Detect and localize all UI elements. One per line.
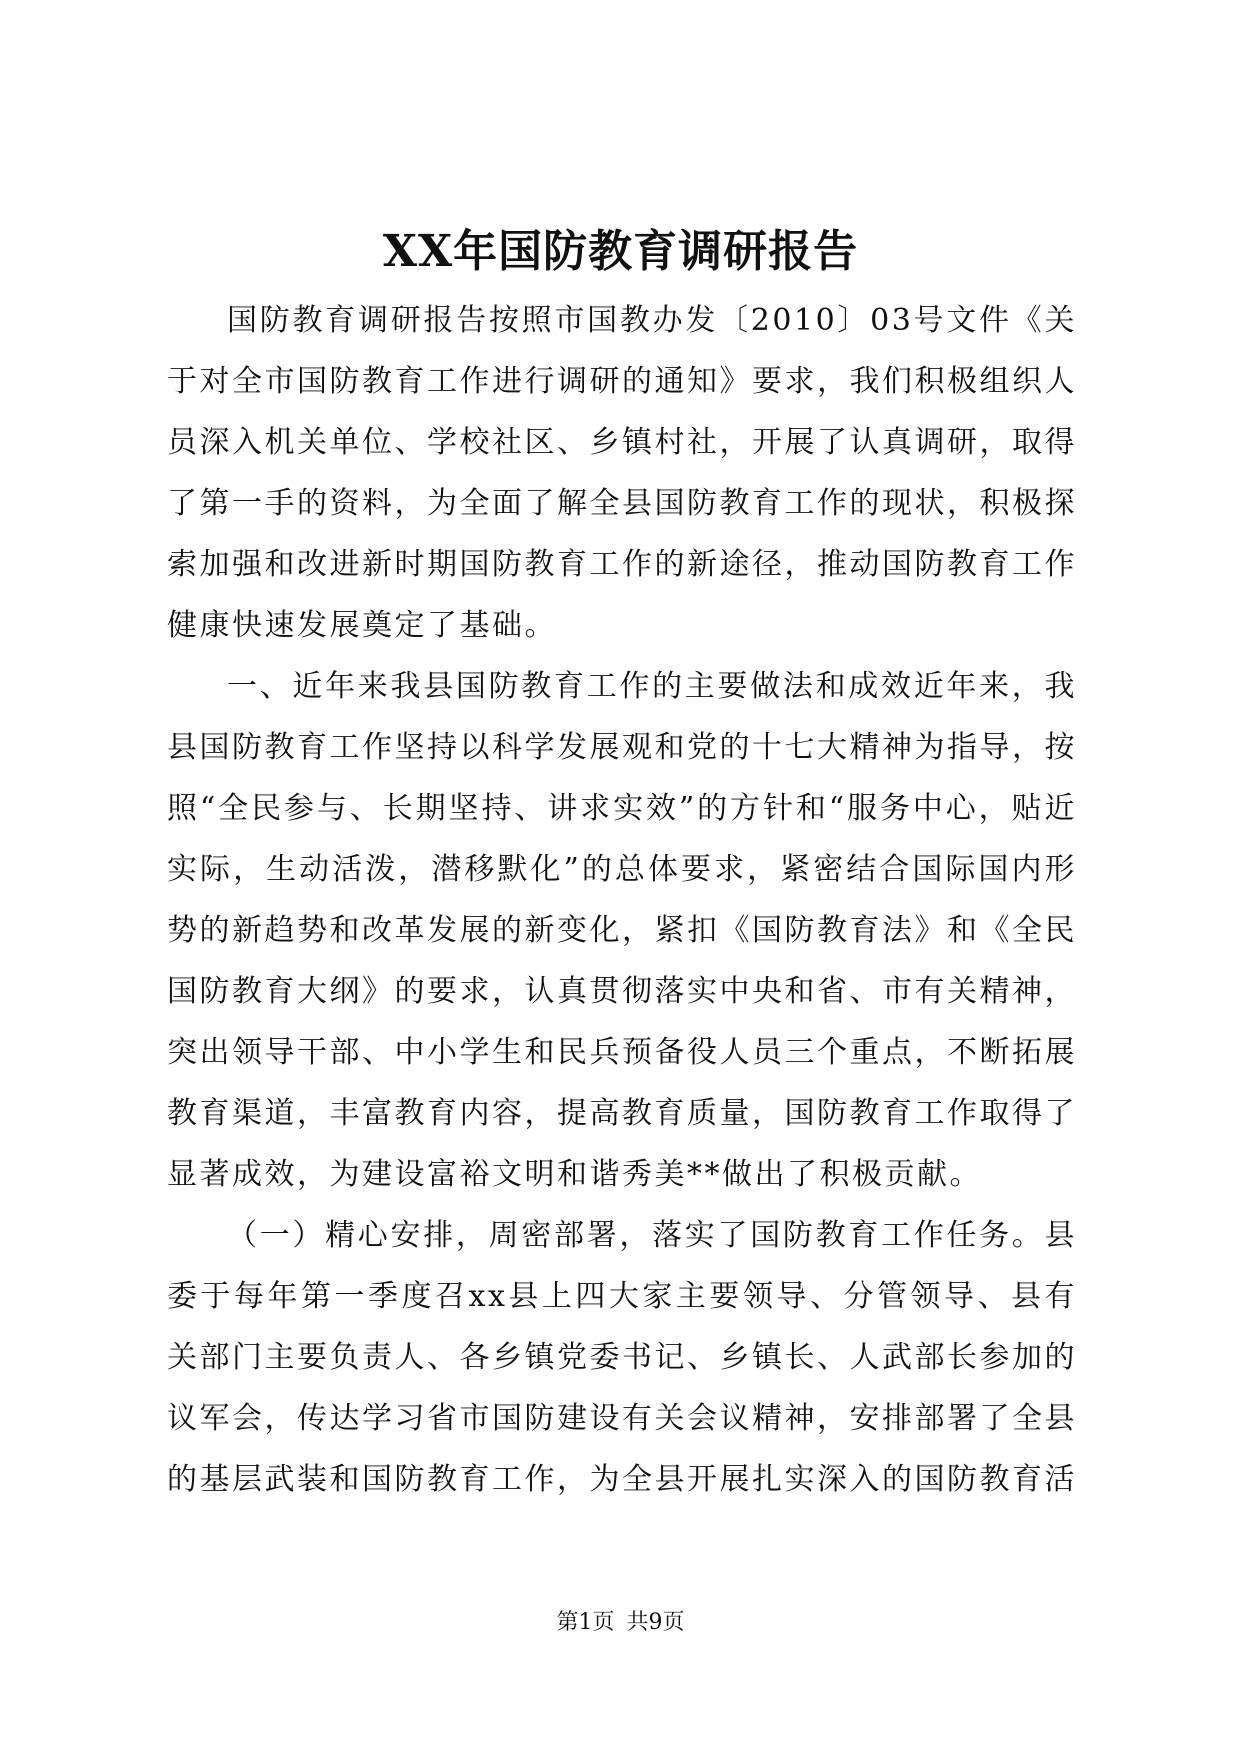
page-number-total: 共9页 — [626, 1610, 685, 1635]
document-body — [167, 290, 1077, 1510]
page-number-current: 第1页 — [556, 1610, 615, 1635]
document-title: XX年国防教育调研报告 — [382, 226, 859, 277]
paragraph-section-one: 一、近年来我县国防教育工作的主要做法和成效近年来，我县国防教育工作坚持以科学发展观和党的十七大精神为指导，按照“全民参与、长期坚持、讲求实效”的方针和“服务中心，贴近实际，生动活泼，潜移默化”的总体要求，紧密结合国际国内形势的新趋势和改革发展的新变化，紧扣《国防教育法》和《全民国防教育大纲》的要求，认真贯彻落实中央和省、市有关精神，突出领导干部、中小学生和民兵预备役人员三个重点，不断拓展教育渠道，丰富教育内容，提高教育质量，国防教育工作取得了显著成效，为建设富裕文明和谐秀美**做出了积极贡献。 — [167, 669, 1077, 1192]
paragraph-intro: 国防教育调研报告按照市国教办发〔2010〕03号文件《关于对全市国防教育工作进行调研的通知》要求，我们积极组织人员深入机关单位、学校社区、乡镇村社，开展了认真调研，取得了第一手的资料，为全面了解全县国防教育工作的现状，积极探索加强和改进新时期国防教育工作的新途径，推动国防教育工作健康快速发展奠定了基础。 — [167, 303, 1077, 643]
paragraph-subsection-one: （一）精心安排，周密部署，落实了国防教育工作任务。县委于每年第一季度召xx县上四大家主要领导、分管领导、县有关部门主要负责人、各乡镇党委书记、乡镇长、人武部长参加的议军会，传达学习省市国防建设有关会议精神，安排部署了全县的基层武装和国防教育工作，为全县开展扎实深入的国防教育活 — [167, 1218, 1077, 1497]
page-footer — [0, 1608, 1241, 1638]
